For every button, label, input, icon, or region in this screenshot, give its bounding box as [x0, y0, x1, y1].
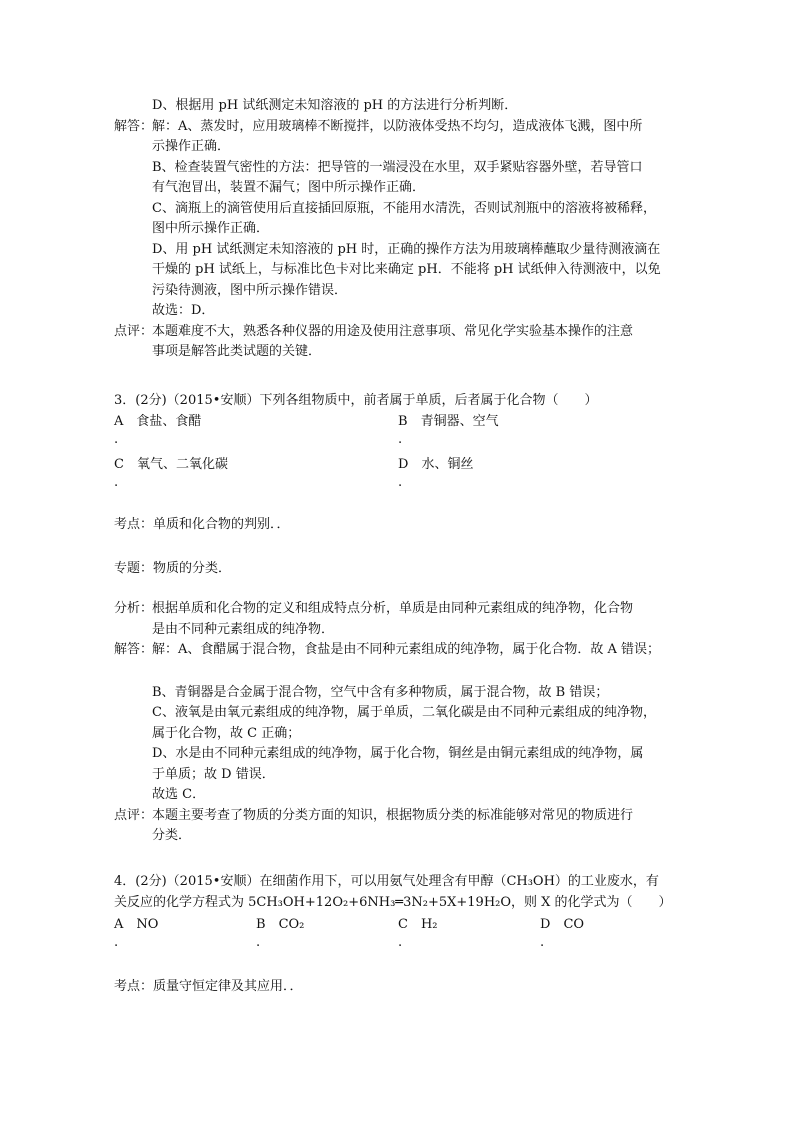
q4-option-d: [540, 913, 584, 932]
q2-comment: [114, 322, 682, 363]
text-line: 分类．: [152, 828, 192, 843]
option-dot: .: [256, 935, 261, 950]
text-line: B、青铜器是合金属于混合物，空气中含有多种物质，属于混合物，故 B 错误；: [152, 684, 609, 700]
q3-solution: [114, 599, 682, 847]
option-text: H₂: [420, 917, 438, 932]
text-line: 本题难度不大，熟悉各种仪器的用途及使用注意事项、常见化学实验基本操作的注意: [152, 323, 634, 339]
text-line: 故选：D．: [152, 303, 215, 318]
analysis-label: 分析：: [114, 601, 154, 616]
q3-stem: 3．(2分)（2015•安顺）下列各组物质中，前者属于单质，后者属于化合物（ ）: [114, 393, 598, 408]
q4-options: [114, 913, 682, 953]
text-line: 事项是解答此类试题的关键．: [152, 344, 322, 359]
answer-first-line: 解：A、食醋属于混合物，食盐是由不同种元素组成的纯净物，属于化合物．故 A 错误；: [152, 642, 661, 657]
q3-kaodian: 考点：单质和化合物的判别．．: [114, 517, 290, 532]
option-text: 氧气、二氧化碳: [136, 457, 228, 472]
text-line: 故选 C．: [152, 787, 206, 802]
q4-option-b: [256, 913, 304, 932]
text-line: 干燥的 pH 试纸上，与标准比色卡对比来确定 pH．不能将 pH 试纸伸入待测液中，以免: [152, 262, 661, 277]
q2-analysis-d: D、根据用 pH 试纸测定未知溶液的 pH 的方法进行分析判断．: [152, 98, 518, 113]
option-letter: A: [114, 917, 124, 932]
text-line: 污染待测液，图中所示操作错误．: [152, 282, 348, 298]
q3-zhuanti: 专题：物质的分类．: [114, 561, 232, 576]
q3-option-a: [114, 410, 201, 429]
option-text: NO: [136, 917, 159, 932]
text-line: D、水是由不同种元素组成的纯净物，属于化合物，铜丝是由铜元素组成的纯净物，属: [152, 746, 644, 761]
q3-option-b: [398, 410, 499, 429]
text-line: 有气泡冒出，装置不漏气；图中所示操作正确．: [152, 180, 426, 195]
option-dot: .: [398, 432, 403, 447]
q4-stem-line1: 4．(2分)（2015•安顺）在细菌作用下，可以用氨气处理含有甲醇（CH₃OH）的工业废水，有: [114, 874, 659, 889]
text-line: B、检查装置气密性的方法：把导管的一端浸没在水里，双手紧贴容器外壁，若导管口: [152, 159, 643, 175]
q2-comment-body: [152, 322, 682, 363]
q4-kaodian: 考点：质量守恒定律及其应用．．: [114, 979, 303, 994]
option-letter: A: [114, 414, 124, 429]
q3-analysis: [114, 599, 682, 640]
option-dot: .: [398, 475, 403, 490]
text-line: 示操作正确．: [152, 139, 231, 154]
option-text: CO₂: [278, 917, 305, 932]
text-line: 解：A、蒸发时，应用玻璃棒不断搅拌，以防液体受热不均匀，造成液体飞溅，图中所: [152, 118, 643, 134]
option-dot: .: [540, 935, 545, 950]
option-text: 水、铜丝: [421, 457, 474, 472]
q2-solution: [114, 96, 682, 363]
option-letter: C: [398, 917, 408, 932]
option-letter: C: [114, 457, 124, 472]
q2-answer-body: [152, 117, 682, 322]
option-dot: .: [114, 935, 119, 950]
comment-label: 点评：: [114, 807, 154, 823]
q2-answer: [114, 117, 682, 322]
q3-option-d: [398, 453, 473, 472]
text-line: 属于化合物，故 C 正确；: [152, 725, 301, 741]
q3-comment: [114, 806, 682, 847]
option-text: 青铜器、空气: [420, 414, 499, 429]
option-letter: D: [398, 457, 409, 472]
text-line: 根据单质和化合物的定义和组成特点分析，单质是由同种元素组成的纯净物，化合物: [152, 601, 634, 616]
option-text: CO: [563, 917, 585, 932]
q3-comment-body: [152, 806, 682, 847]
q3-analysis-body: [152, 599, 682, 640]
text-line: 本题主要考查了物质的分类方面的知识，根据物质分类的标准能够对常见的物质进行: [152, 807, 634, 823]
q3-option-c: [114, 453, 228, 472]
text-line: C、滴瓶上的滴管使用后直接插回原瓶，不能用水清洗，否则试剂瓶中的溶液将被稀释，: [152, 200, 656, 216]
text-line: C、液氧是由氧元素组成的纯净物，属于单质，二氧化碳是由不同种元素组成的纯净物，: [152, 705, 656, 720]
answer-label: 解答：: [114, 118, 154, 134]
comment-label: 点评：: [114, 323, 154, 339]
text-line: 是由不同种元素组成的纯净物．: [152, 621, 335, 637]
text-line: D、用 pH 试纸测定未知溶液的 pH 时，正确的操作方法为用玻璃棒蘸取少量待测液滴在: [152, 241, 661, 257]
q3-answer: [114, 640, 682, 806]
q4-stem-line2: 关反应的化学方程式为 5CH₃OH+12O₂+6NH₃═3N₂+5X+19H₂O，则 X 的化学式为（ ）: [114, 895, 672, 910]
q3-answer-rest: [152, 683, 682, 806]
text-line: 图中所示操作正确．: [152, 221, 270, 236]
text-line: 于单质；故 D 错误．: [152, 766, 275, 782]
q4-option-c: [398, 913, 438, 932]
option-letter: D: [540, 917, 551, 932]
option-dot: .: [114, 432, 119, 447]
option-letter: B: [256, 917, 266, 932]
option-letter: B: [398, 414, 408, 429]
q4-option-a: [114, 913, 158, 932]
option-dot: .: [398, 935, 403, 950]
option-text: 食盐、食醋: [136, 414, 202, 429]
option-dot: .: [114, 475, 119, 490]
q3-options: [114, 410, 682, 490]
q3-answer-body: [152, 640, 682, 806]
answer-label: 解答：: [114, 642, 154, 657]
